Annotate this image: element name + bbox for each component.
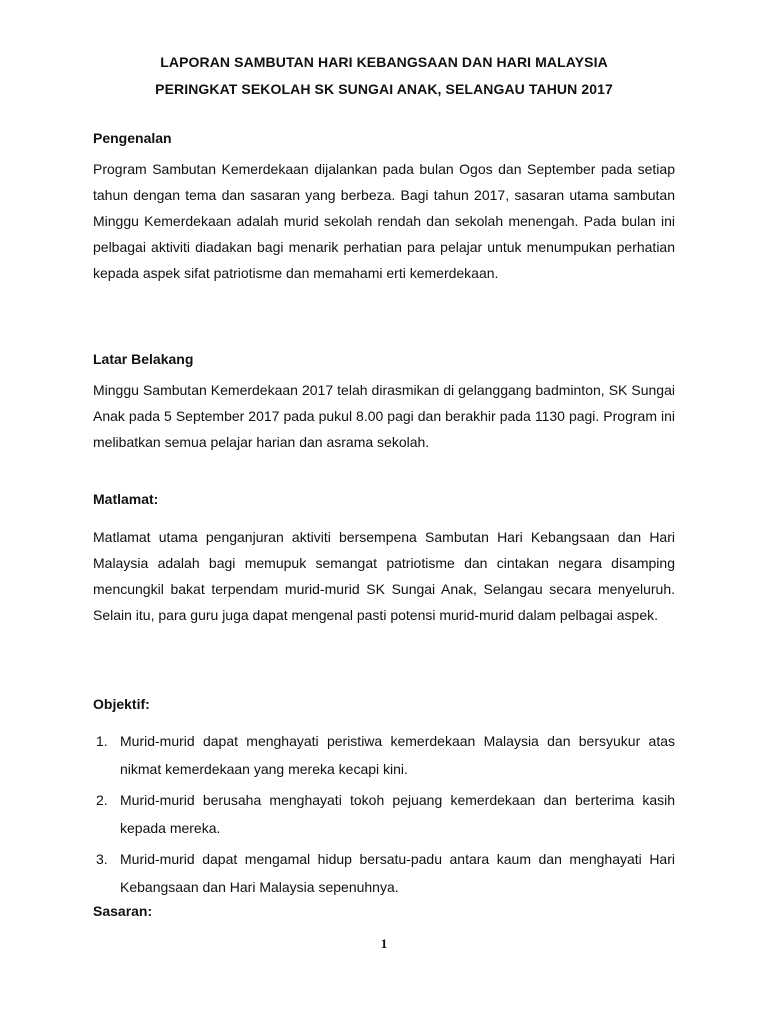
objektif-list-item-3 xyxy=(93,845,675,901)
section-heading-latar-belakang: Latar Belakang xyxy=(93,351,194,367)
list-item-number: 2. xyxy=(96,792,108,808)
section-heading-sasaran: Sasaran: xyxy=(93,903,153,919)
section-heading-pengenalan: Pengenalan xyxy=(93,130,172,146)
paragraph-pengenalan: Program Sambutan Kemerdekaan dijalankan pada bulan Ogos dan September pada setiap tahun dengan tema dan sasaran yang berbeza. Bagi tahun 2017, sasaran utama sambutan Minggu Kemerdekaan adalah murid sekolah rendah dan sekolah menengah. Pada bulan ini pelbagai aktiviti diadakan bagi menarik perhatian para pelajar untuk menumpukan perhatian kepada aspek sifat patriotisme dan memahami erti kemerdekaan. xyxy=(93,161,675,281)
list-item-text: Murid-murid dapat menghayati peristiwa kemerdekaan Malaysia dan bersyukur atas nikmat kemerdekaan yang mereka kecapi kini. xyxy=(120,733,675,777)
page-number: 1 xyxy=(380,936,388,951)
section-heading-matlamat: Matlamat: xyxy=(93,491,159,507)
objektif-list-item-1 xyxy=(93,727,675,783)
objektif-list-item-2 xyxy=(93,786,675,842)
section-heading-objektif: Objektif: xyxy=(93,696,150,712)
list-item-text: Murid-murid dapat mengamal hidup bersatu-padu antara kaum dan menghayati Hari Kebangsaan dan Hari Malaysia sepenuhnya. xyxy=(120,851,675,895)
paragraph-latar-belakang: Minggu Sambutan Kemerdekaan 2017 telah dirasmikan di gelanggang badminton, SK Sungai Anak pada 5 September 2017 pada pukul 8.00 pagi dan berakhir pada 1130 pagi. Program ini melibatkan semua pelajar harian dan asrama sekolah. xyxy=(93,382,675,450)
document-title-line-2: PERINGKAT SEKOLAH SK SUNGAI ANAK, SELANGAU TAHUN 2017 xyxy=(155,81,613,97)
paragraph-matlamat: Matlamat utama penganjuran aktiviti bersempena Sambutan Hari Kebangsaan dan Hari Malaysia adalah bagi memupuk semangat patriotisme dan cintakan negara disamping mencungkil bakat terpendam murid-murid SK Sungai Anak, Selangau secara menyeluruh. Selain itu, para guru juga dapat mengenal pasti potensi murid-murid dalam pelbagai aspek. xyxy=(93,529,675,623)
list-item-number: 1. xyxy=(96,733,108,749)
list-item-number: 3. xyxy=(96,851,108,867)
document-title-line-1: LAPORAN SAMBUTAN HARI KEBANGSAAN DAN HARI MALAYSIA xyxy=(160,54,608,70)
list-item-text: Murid-murid berusaha menghayati tokoh pejuang kemerdekaan dan berterima kasih kepada mereka. xyxy=(120,792,675,836)
